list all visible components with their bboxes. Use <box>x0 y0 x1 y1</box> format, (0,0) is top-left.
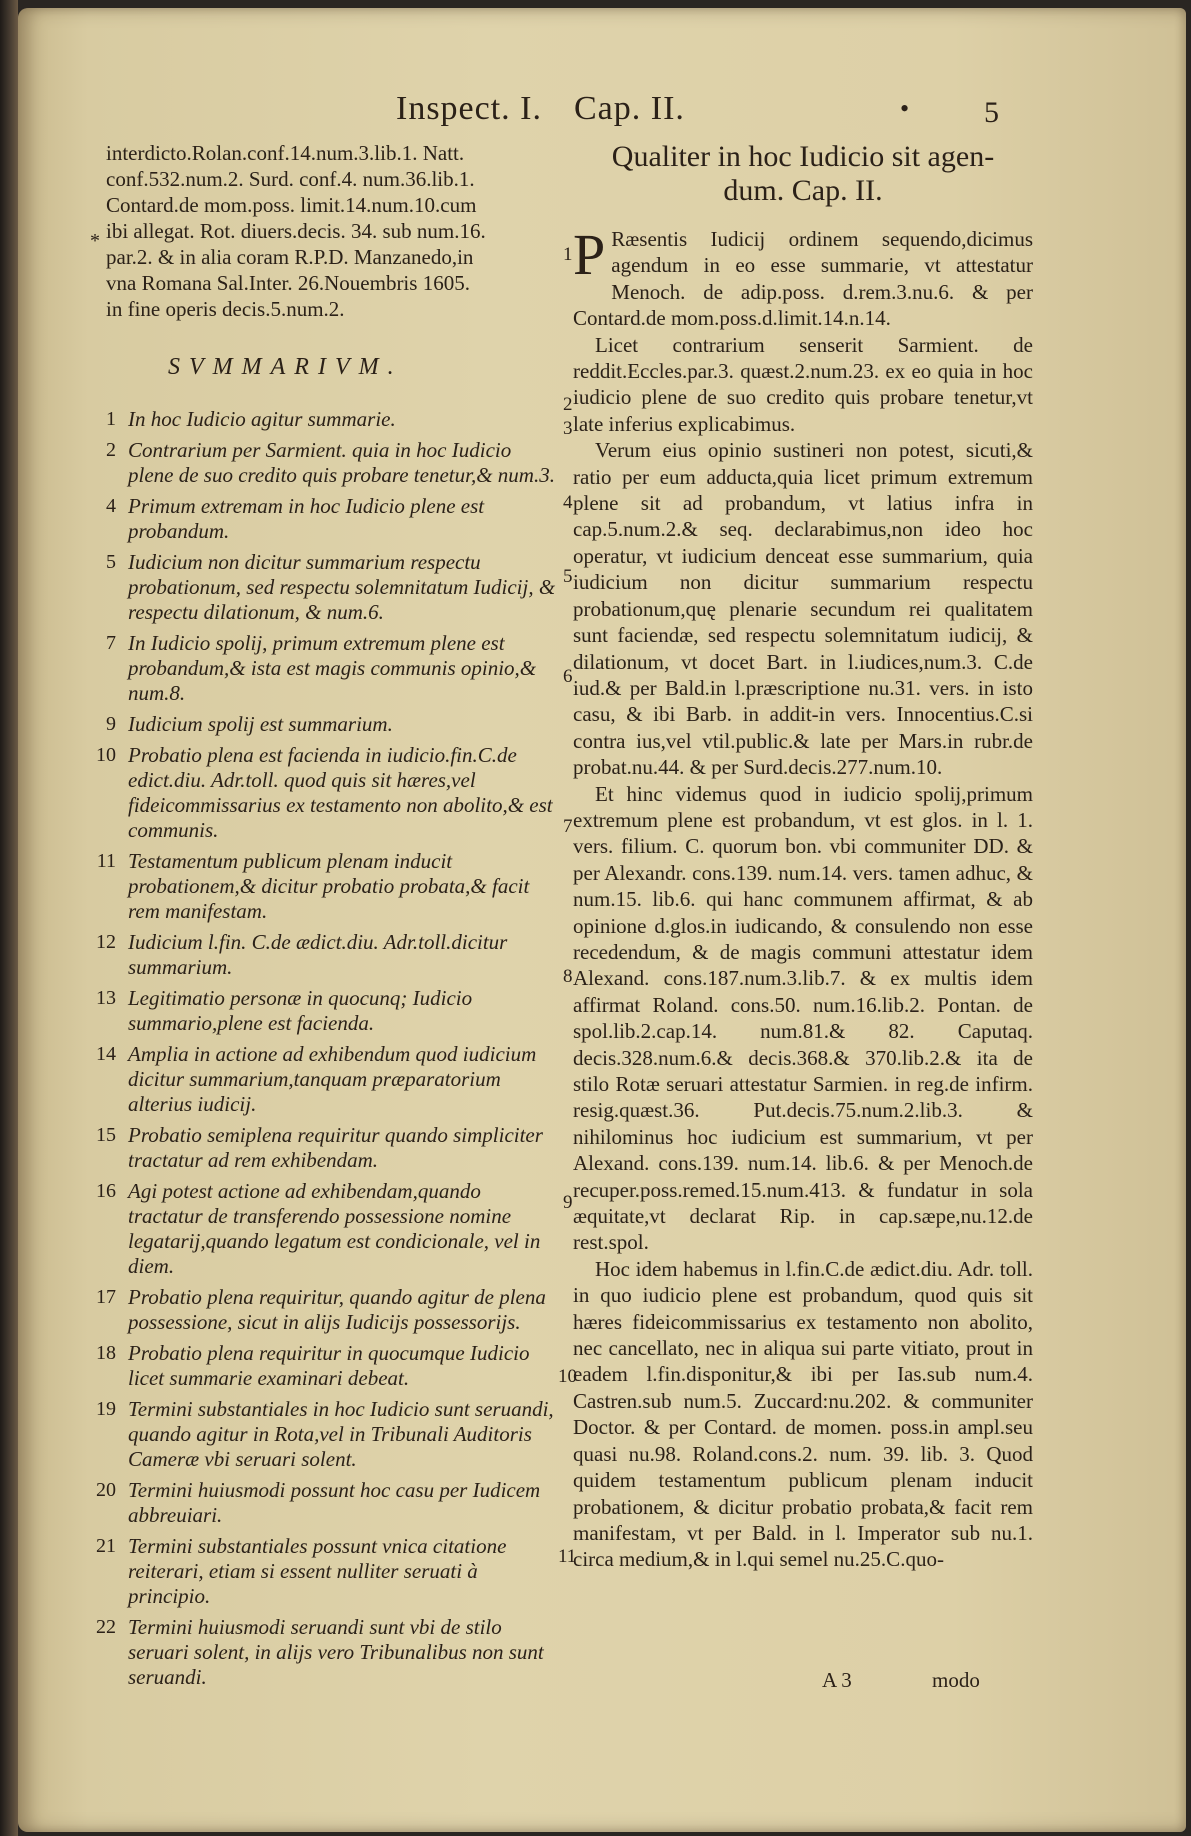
summary-item <box>96 1341 556 1391</box>
summary-item <box>96 1397 556 1472</box>
summary-item <box>96 1615 556 1690</box>
chapter-title <box>573 140 1033 208</box>
book-spine <box>0 0 18 1836</box>
paragraph: Et hinc videmus quod in iudicio spolij,primum extremum plene est probandum, vt est glos. in l. 1. vers. filium. C. quorum bon. vbi communiter DD. & per Alexandr. cons.139. num.14. vers. tamen adhuc, & num.15. lib.6. qui hanc communem affirmat, & ab opinione d.glos.in iudicando, & consulendo non esse recedendum, & de magis communi attestatur idem Alexand. cons.187.num.3.lib.7. & ex multis idem affirmat Roland. cons.50. num.16.lib.2. Pontan. de spol.lib.2.cap.14. num.81.& 82. Caputaq. decis.328.num.6.& decis.368.& 370.lib.2.& ita de stilo Rotæ seruari attestatur Sarmien. in reg.de infirm. resig.quæst.36. Put.decis.75.num.2.lib.3. & nihilominus hoc iudicium est summarium, vt per Alexand. cons.139. num.14. lib.6. & per Menoch.de recuper.poss.remed.15.num.413. & fundatur in sola æquitate,vt declarat Rip. in cap.sæpe,nu.12.de rest.spol. <box>573 781 1033 1255</box>
margin-number: 6 <box>563 666 573 687</box>
summary-item <box>106 631 556 706</box>
summary-item <box>106 407 556 432</box>
margin-number: 9 <box>563 1192 573 1213</box>
chapter-title-line: Qualiter in hoc Iudicio sit agen- <box>611 140 995 173</box>
summary-item <box>106 494 556 544</box>
summary-text: Agi potest actione ad exhibendam,quando tractatur de transferendo possessione nomine legatarij,quando legatum est condicionale, vel in diem. <box>128 1179 541 1278</box>
summary-text: Probatio plena requiritur, quando agitur de plena possessione, sicut in alijs Iudicijs possessorijs. <box>128 1285 546 1334</box>
signature-mark: A 3 <box>822 1668 852 1692</box>
summary-number: 19 <box>96 1398 116 1420</box>
summary-item <box>96 1123 556 1173</box>
margin-number: 2 <box>563 394 573 415</box>
intro-line: vna Romana Sal.Inter. 26.Nouembris 1605. <box>106 271 470 295</box>
summary-item <box>96 930 556 980</box>
summary-number: 16 <box>96 1180 116 1202</box>
summary-number: 9 <box>106 713 116 735</box>
summary-number: 5 <box>106 551 116 573</box>
summary-number: 17 <box>96 1286 116 1308</box>
summary-number: 13 <box>96 987 116 1009</box>
summary-text: Primum extremam in hoc Iudicio plene est probandum. <box>128 494 485 543</box>
summary-item <box>96 743 556 843</box>
summary-text: Iudicium spolij est summarium. <box>128 712 393 736</box>
page-number: 5 <box>984 96 999 129</box>
margin-number: 5 <box>563 566 573 587</box>
summary-text: Iudicium l.fin. C.de ædict.diu. Adr.toll.dicitur summarium. <box>128 930 508 979</box>
margin-number: 8 <box>563 966 573 987</box>
paragraph: Hoc idem habemus in l.fin.C.de ædict.diu. Adr. toll. in quo iudicio plene est probandum, quod quis sit hæres fideicommissarius ex testamento non abolito, nec cancellato, nec in aliqua sui parte vitiato, prout in eadem l.fin.disponitur,& ibi per Ias.sub num.4. Castren.sub num.5. Zuccard:nu.202. & communiter Doctor. & per Contard. de momen. poss.in ampl.seu quasi nu.98. Roland.cons.2. num. 39. lib. 3. Quod quidem testamentum publicum plenam inducit probationem, & dicitur probatio probata,& facit rem manifestam, vt per Bald. in l. Imperator sub nu.1. circa medium,& in l.qui semel nu.25.C.quo- <box>573 1256 1033 1572</box>
paragraph: Verum eius opinio sustineri non potest, sicuti,& ratio per eum adducta,quia licet primum extremum plene sit ad probandum, vt latius infra in cap.5.num.2.& seq. declarabimus,non ideo hoc operatur, vt iudicium denceat esse summarium, quia iudicium non dicitur summarium respectu probationum,quę plenarie secundum rei qualitatem sunt faciendæ, sed respectu solemnitatum iudicij, & dilationum, vt docet Bart. in l.iudices,num.3. C.de iud.& per Bald.in l.præscriptione nu.31. vers. in isto casu, & ibi Barb. in addit-in vers. Innocentius.C.si contra ius,vel vtil.public.& late per Mars.in rubr.de probat.nu.44. & per Surd.decis.277.num.10. <box>573 438 1033 780</box>
running-head-chapter: Cap. II. <box>574 90 685 127</box>
summary-number: 18 <box>96 1342 116 1364</box>
book-page <box>18 8 1186 1832</box>
summary-text: Iudicium non dicitur summarium respectu probationum, sed respectu solemnitatum Iudicij, & respectu dilationum, & num.6. <box>128 550 556 624</box>
paragraph: Licet contrarium senserit Sarmient. de reddit.Eccles.par.3. quæst.2.num.23. ex eo quia in hoc iudicio plene de suo credito quis probare tenetur,vt late inferius explicabimus. <box>573 332 1033 436</box>
summary-text: Probatio plena requiritur in quocumque Iudicio licet summarie examinari debeat. <box>128 1341 530 1390</box>
intro-line: conf.532.num.2. Surd. conf.4. num.36.lib.1. <box>106 167 475 191</box>
summary-number: 14 <box>96 1043 116 1065</box>
summary-number: 15 <box>96 1124 116 1146</box>
margin-number: 11 <box>558 1546 577 1567</box>
summary-number: 7 <box>106 632 116 654</box>
summary-number: 11 <box>96 850 116 872</box>
intro-line: Contard.de mom.poss. limit.14.num.10.cum <box>106 193 477 217</box>
summary-item <box>96 1285 556 1335</box>
intro-text <box>106 140 556 322</box>
summary-text: Legitimatio personæ in quocunq; Iudicio summario,plene est facienda. <box>128 986 473 1035</box>
right-column <box>573 140 1033 1573</box>
summary-number: 10 <box>96 744 116 766</box>
summary-text: Termini huiusmodi possunt hoc casu per Iudicem abbreuiari. <box>128 1478 541 1527</box>
chapter-title-line: dum. Cap. II. <box>723 174 883 207</box>
margin-number: 10 <box>558 1366 577 1387</box>
summary-number: 2 <box>106 439 116 461</box>
summary-number: 4 <box>106 495 116 517</box>
summary-item <box>96 1478 556 1528</box>
drop-cap: P <box>573 222 606 287</box>
chapter-body <box>573 222 1033 1573</box>
summary-item <box>106 438 556 488</box>
margin-number: 3 <box>563 418 573 439</box>
intro-line: interdicto.Rolan.conf.14.num.3.lib.1. Natt. <box>106 141 465 165</box>
summary-number: 20 <box>96 1479 116 1501</box>
summary-number: 12 <box>96 931 116 953</box>
summary-item <box>96 1179 556 1279</box>
summary-text: Testamentum publicum plenam inducit probationem,& dicitur probatio probata,& facit rem manifestam. <box>128 849 530 923</box>
catchword: modo <box>932 1668 980 1692</box>
summary-item <box>96 1534 556 1609</box>
summary-number: 22 <box>96 1616 116 1638</box>
intro-line: ibi allegat. Rot. diuers.decis. 34. sub num.16. <box>106 219 486 243</box>
paragraph <box>573 222 1033 332</box>
paragraph-text: Ræsentis Iudicij ordinem sequendo,dicimus agendum in eo esse summarie, vt attestatur Menoch. de adip.poss. d.rem.3.nu.6. & per Contard.de mom.poss.d.limit.14.n.14. <box>573 227 1033 331</box>
summary-text: Termini substantiales possunt vnica citatione reiterari, etiam si essent nulliter seruati à principio. <box>128 1534 507 1608</box>
summary-text: Amplia in actione ad exhibendum quod iudicium dicitur summarium,tanquam præparatorium alterius iudicij. <box>128 1042 537 1116</box>
left-column <box>96 140 556 1696</box>
summary-item <box>106 550 556 625</box>
summary-number: 1 <box>106 408 116 430</box>
summary-item <box>96 986 556 1036</box>
summary-item <box>106 712 556 737</box>
intro-line: in fine operis decis.5.num.2. <box>106 297 345 321</box>
running-head <box>18 90 1186 130</box>
running-head-dot: • <box>900 94 910 123</box>
margin-number: 1 <box>563 244 573 265</box>
summary-list <box>96 407 556 1690</box>
summary-title: SVMMARIVM. <box>168 354 403 380</box>
summary-item <box>96 849 556 924</box>
summary-text: Probatio semiplena requiritur quando simpliciter tractatur ad rem exhibendam. <box>128 1123 543 1172</box>
summary-text: In hoc Iudicio agitur summarie. <box>128 407 396 431</box>
summary-text: Termini substantiales in hoc Iudicio sunt seruandi, quando agitur in Rota,vel in Tribunali Auditoris Cameræ vbi seruari solent. <box>128 1397 554 1471</box>
summary-text: In Iudicio spolij, primum extremum plene est probandum,& ista est magis communis opinio,& num.8. <box>128 631 537 705</box>
summary-text: Probatio plena est facienda in iudicio.fin.C.de edict.diu. Adr.toll. quod quis sit hæres,vel fideicommissarius ex testamento non abolito,& est communis. <box>128 743 553 842</box>
summary-text: Termini huiusmodi seruandi sunt vbi de stilo seruari solent, in alijs vero Tribunalibus non sunt seruandi. <box>128 1615 544 1689</box>
margin-asterisk: * <box>90 230 100 252</box>
summary-text: Contrarium per Sarmient. quia in hoc Iudicio plene de suo credito quis probare tenetur,& num.3. <box>128 438 555 487</box>
margin-number: 4 <box>563 492 573 513</box>
running-head-section: Inspect. I. <box>396 90 543 127</box>
margin-number: 7 <box>563 816 573 837</box>
summary-number: 21 <box>96 1535 116 1557</box>
summary-item <box>96 1042 556 1117</box>
intro-line: par.2. & in alia coram R.P.D. Manzanedo,in <box>106 245 474 269</box>
